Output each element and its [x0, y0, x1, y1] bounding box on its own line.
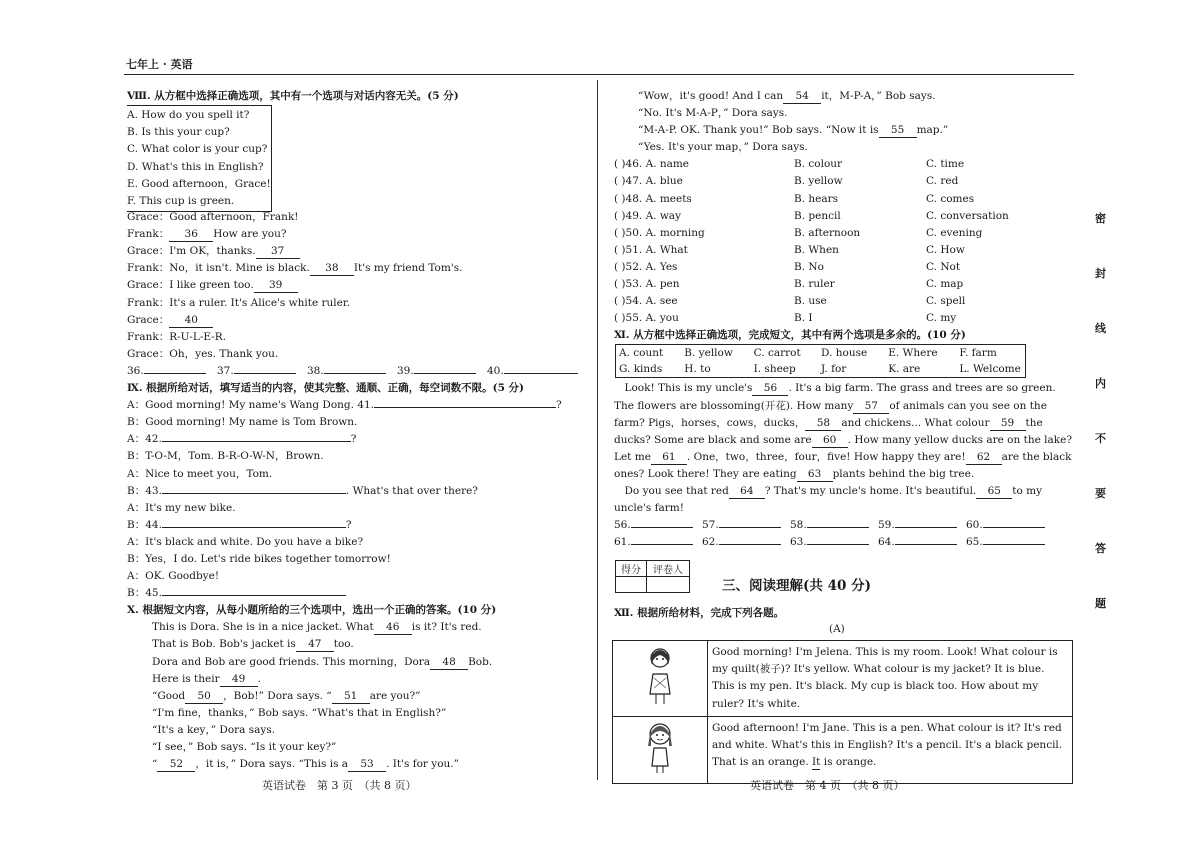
answer-blank[interactable]: 56 [752, 382, 788, 396]
passage-text: . [257, 672, 261, 685]
answer-number: 57. [702, 519, 719, 532]
left-column [127, 88, 567, 773]
answer-blank[interactable]: 55 [879, 124, 917, 138]
score-label: 得分 [616, 561, 647, 577]
dialogue-text: ? [350, 433, 357, 446]
dialogue-line [127, 346, 567, 363]
passage-text: uncle's farm! [614, 502, 684, 515]
passage-text: ，it is，” Dora says. “This is a [195, 758, 349, 771]
choice-a: ( )48. A. meets [614, 192, 692, 205]
answer-row [614, 517, 1074, 534]
choice-row [614, 293, 1074, 310]
passage-text: is it? It's red. [411, 621, 482, 634]
passage-text: ? That's my uncle's home. It's beautiful. [764, 484, 977, 497]
passage-line [152, 739, 567, 756]
answer-blank[interactable]: 50 [185, 690, 223, 704]
passage-text: . It's for you.” [386, 758, 460, 771]
answer-number: 36. [127, 364, 144, 377]
dialogue-line [127, 483, 567, 500]
passage-text: Let me [614, 450, 651, 463]
answer-blank[interactable]: 60 [812, 434, 848, 448]
choice-c: C. How [926, 243, 965, 256]
section-12-title: Ⅻ. 根据所给材料，完成下列各题。 [614, 607, 785, 619]
answer-blank[interactable]: 51 [332, 690, 370, 704]
dialogue-line [127, 500, 567, 517]
passage-line [152, 756, 567, 773]
binding-note-char: 要 [1095, 487, 1106, 500]
answer-slot [878, 517, 966, 534]
dialogue-text: Frank： [127, 228, 170, 241]
dialogue-line [127, 277, 567, 294]
answer-blank[interactable]: 62 [966, 451, 1002, 465]
section-9-title: Ⅸ. 根据所给对话，填写适当的内容，使其完整、通顺、正确，每空词数不限。(5 分) [127, 382, 525, 395]
choice-row [614, 225, 1074, 242]
dialogue-text: . What's that over there? [345, 484, 478, 497]
dialogue-text: A：It's black and white. Do you have a bike? [127, 535, 364, 548]
choice-row [614, 276, 1074, 293]
choice-c: C. evening [926, 226, 983, 239]
answer-blank[interactable]: 64 [729, 485, 765, 499]
choice-c: C. my [926, 312, 957, 325]
answer-blank[interactable]: 54 [783, 90, 821, 104]
choice-a: ( )49. A. way [614, 209, 682, 222]
passage-line [614, 466, 1074, 483]
dialogue-text: B：Good morning! My name is Tom Brown. [127, 416, 358, 429]
answer-row [614, 534, 1074, 551]
binding-note-char: 线 [1095, 322, 1106, 335]
dialogue-text: A：Nice to meet you，Tom. [127, 467, 273, 480]
choice-a: ( )51. A. What [614, 243, 688, 256]
answer-blank[interactable]: 57 [853, 400, 889, 414]
choice-b: B. No [794, 260, 824, 273]
word-option: G. kinds [619, 363, 663, 376]
answer-line[interactable] [983, 544, 1045, 545]
option-item: B. Is this your cup? [127, 126, 230, 139]
passage-text: “Good [152, 689, 186, 702]
passage-text: “No. It's M-A-P，” Dora says. [638, 107, 788, 120]
dialogue-text: B：44. [127, 518, 162, 531]
passage-text: Look! This is my uncle's [614, 382, 753, 395]
section-10-title: Ⅹ. 根据短文内容，从每小题所给的三个选项中，选出一个正确的答案。(10 分) [127, 604, 497, 617]
passage-a-text-2-end: is orange. [820, 756, 877, 769]
dialogue-line [127, 243, 567, 260]
passage-line [152, 722, 567, 739]
answer-line[interactable] [719, 527, 781, 528]
answer-number: 40. [487, 364, 504, 377]
passage-text: are the black [1001, 450, 1072, 463]
passage-line [614, 500, 1074, 517]
word-option: F. farm [959, 347, 997, 360]
answer-number: 39. [397, 364, 414, 377]
passage-text: “It's a key，” Dora says. [152, 723, 276, 736]
passage-text: ducks? Some are black and some are [614, 433, 812, 446]
girl-2-image [641, 720, 679, 774]
answer-number: 60. [966, 519, 983, 532]
answer-blank[interactable]: 46 [374, 621, 412, 635]
passage-text: That is Bob. Bob's jacket is [152, 638, 296, 651]
word-option: B. yellow [684, 347, 733, 360]
answer-slot [966, 534, 1054, 551]
answer-slot [217, 363, 307, 380]
answer-blank[interactable]: 53 [348, 758, 386, 772]
answer-slot [702, 517, 790, 534]
passage-text: Bob. [468, 655, 493, 668]
passage-text: it，M-P-A，” Bob says. [821, 90, 936, 102]
dialogue-text: B：T-O-M，Tom. B-R-O-W-N，Brown. [127, 450, 324, 463]
dialogue-text: Frank：It's a ruler. It's Alice's white ruler. [127, 296, 351, 309]
choice-b: B. afternoon [794, 226, 861, 239]
answer-line[interactable] [162, 441, 351, 442]
dialogue-line [127, 260, 567, 277]
answer-number: 37. [217, 364, 234, 377]
word-option: K. are [888, 363, 921, 376]
dialogue-line [127, 397, 567, 414]
score-cell[interactable] [616, 577, 647, 593]
passage-text: This is Dora. She is in a nice jacket. What [152, 621, 374, 634]
choice-a: ( )52. A. Yes [614, 260, 678, 273]
passage-line [614, 398, 1074, 415]
passage-line [152, 705, 567, 722]
word-option: A. count [619, 347, 664, 360]
choice-c: C. time [926, 158, 965, 171]
answer-line[interactable] [162, 493, 346, 494]
answer-number: 61. [614, 536, 631, 549]
passage-text: plants behind the big tree. [832, 467, 975, 480]
answer-blank[interactable]: 37 [256, 245, 300, 259]
answer-slot [702, 534, 790, 551]
choice-b: B. pencil [794, 209, 841, 222]
dialogue-line [127, 551, 567, 568]
choice-b: B. hears [794, 192, 839, 205]
binding-note-char: 封 [1095, 267, 1106, 280]
answer-slot [878, 534, 966, 551]
grader-cell[interactable] [647, 577, 690, 593]
choice-a: ( )46. A. name [614, 158, 690, 171]
passage-text: Dora and Bob are good friends. This morning，Dora [152, 655, 431, 668]
option-item: F. This cup is green. [127, 195, 235, 208]
choice-c: C. map [926, 278, 964, 291]
choice-a: ( )55. A. you [614, 312, 679, 325]
choice-row [614, 156, 1074, 173]
page-footer-right: 英语试卷 第 4 页 （共 8 页） [750, 779, 905, 792]
passage-text: Here is their [152, 672, 220, 685]
dialogue-text: Grace：I'm OK，thanks. [127, 245, 256, 258]
girl-2-illustration [613, 716, 708, 783]
dialogue-text: ? [556, 399, 562, 412]
passage-line [614, 432, 1074, 449]
word-option: I. sheep [753, 363, 796, 376]
dialogue-line [127, 585, 567, 602]
answer-slot [307, 363, 397, 380]
word-option: L. Welcome [959, 363, 1021, 376]
answer-blank[interactable]: 65 [976, 485, 1012, 499]
answer-line[interactable] [234, 373, 296, 374]
dialogue-text: Frank：No，it isn't. Mine is black. [127, 262, 310, 275]
answer-line[interactable] [807, 527, 869, 528]
dialogue-text: A：It's my new bike. [127, 501, 236, 514]
answer-line[interactable] [807, 544, 869, 545]
binding-note-char: 不 [1095, 432, 1106, 445]
passage-line [638, 122, 1074, 139]
answer-slot [614, 534, 702, 551]
passage-line [152, 619, 567, 636]
page-header: 七年上 · 英语 [126, 58, 193, 71]
binding-note-char: 题 [1095, 597, 1106, 610]
passage-text: and chickens... What colour [841, 416, 990, 429]
passage-text: map.” [916, 124, 949, 137]
word-option: C. carrot [753, 347, 801, 360]
choice-b: B. yellow [794, 175, 843, 188]
answer-line[interactable] [324, 373, 386, 374]
answer-slot [614, 517, 702, 534]
choice-b: B. I [794, 312, 813, 325]
dialogue-line [127, 517, 567, 534]
passage-text: of animals can you see on the [889, 399, 1047, 412]
word-option: D. house [821, 347, 868, 360]
answer-blank[interactable]: 63 [797, 468, 833, 482]
dialogue-line [127, 431, 567, 448]
passage-text: “Yes. It's your map，” Dora says. [638, 141, 808, 154]
answer-number: 56. [614, 519, 631, 532]
passage-text: the [1025, 416, 1043, 429]
choice-row [614, 191, 1074, 208]
passage-text: The flowers are blossoming(开花). How many [614, 399, 854, 412]
dialogue-text: A：OK. Goodbye! [127, 570, 220, 583]
answer-number: 59. [878, 519, 895, 532]
answer-number: 64. [878, 536, 895, 549]
answer-blank[interactable]: 48 [430, 656, 468, 670]
answer-number: 63. [790, 536, 807, 549]
choice-row [614, 310, 1074, 327]
answer-slot [487, 363, 577, 380]
passage-line [152, 636, 567, 653]
part-3-title: 三、阅读理解(共 40 分) [722, 578, 871, 594]
girl-1-illustration [613, 641, 708, 717]
answer-blank[interactable]: 52 [157, 758, 195, 772]
dialogue-line [127, 568, 567, 585]
answer-line[interactable] [162, 595, 346, 596]
passage-text: ones? Look there! They are eating [614, 467, 797, 480]
passage-text: “Wow，it's good! And I can [638, 90, 784, 102]
passage-text: farm? Pigs，horses，cows，ducks， [614, 416, 806, 429]
binding-note-char: 密 [1095, 212, 1106, 225]
answer-slot [127, 363, 217, 380]
answer-blank[interactable]: 47 [296, 638, 334, 652]
passage-line [152, 654, 567, 671]
choice-b: B. use [794, 295, 827, 308]
answer-blank[interactable]: 58 [805, 417, 841, 431]
passage-line [614, 415, 1074, 432]
dialogue-text: Grace：Oh，yes. Thank you. [127, 347, 279, 360]
answer-number: 62. [702, 536, 719, 549]
passage-text: are you?” [369, 689, 421, 702]
header-rule [124, 74, 1074, 75]
answer-blank[interactable]: 38 [310, 262, 354, 276]
word-option: E. Where [888, 347, 938, 360]
choice-b: B. ruler [794, 278, 835, 291]
choice-c: C. conversation [926, 209, 1009, 222]
answer-line[interactable] [162, 527, 346, 528]
dialogue-line [127, 312, 567, 329]
dialogue-text: B：Yes，I do. Let's ride bikes together tomorrow! [127, 552, 391, 565]
answer-line[interactable] [895, 544, 957, 545]
right-column [614, 88, 1074, 551]
option-item: A. How do you spell it? [127, 109, 250, 122]
dialogue-text: B：45. [127, 587, 162, 600]
dialogue-text: It's my friend Tom's. [353, 262, 463, 275]
passage-line [638, 105, 1074, 122]
answer-slot [966, 517, 1054, 534]
answer-slot [790, 517, 878, 534]
passage-text: . It's a big farm. The grass and trees are so green. [788, 382, 1056, 395]
option-item: E. Good afternoon，Grace! [127, 177, 271, 190]
reading-table [612, 640, 1073, 784]
dialogue-line [127, 329, 567, 346]
score-table [615, 560, 690, 593]
answer-line[interactable] [414, 373, 476, 374]
choice-a: ( )54. A. see [614, 295, 678, 308]
choice-a: ( )50. A. morning [614, 226, 705, 239]
section-8-title: Ⅷ. 从方框中选择正确选项，其中有一个选项与对话内容无关。(5 分) [127, 90, 459, 102]
passage-line [152, 688, 567, 705]
passage-text: to my [1012, 484, 1043, 497]
answer-blank[interactable]: 61 [651, 451, 687, 465]
answer-blank[interactable]: 59 [990, 417, 1026, 431]
word-option: H. to [684, 363, 711, 376]
column-divider [597, 80, 598, 780]
passage-a-text-1: Good morning! I'm Jelena. This is my room. Look! What colour is my quilt(被子)? It's yellow. What colour is my jacket? It is blue. This is my pen. It's black. My cup is black too. How about my ruler? It's white. [708, 641, 1073, 717]
passage-line [638, 139, 1074, 156]
passage-text: “M-A-P. OK. Thank you!” Bob says. “Now it is [638, 124, 879, 137]
dialogue-line [127, 534, 567, 551]
answer-line[interactable] [631, 544, 693, 545]
passage-text: . How many yellow ducks are on the lake? [847, 433, 1072, 446]
passage-text: ，Bob!” Dora says. “ [223, 689, 332, 702]
choice-row [614, 259, 1074, 276]
dialogue-line [127, 226, 567, 243]
choice-a: ( )53. A. pen [614, 278, 680, 291]
dialogue-text: Grace：I like green too. [127, 279, 254, 292]
dialogue-line [127, 466, 567, 483]
passage-line [614, 380, 1074, 397]
passage-a-text-2-main: Good afternoon! I'm Jane. This is a pen. What colour is it? It's red and white. What's this in English? It's a pencil. It's a black pencil. That is an orange. [712, 721, 1063, 769]
passage-line [614, 483, 1074, 500]
dialogue-line [127, 414, 567, 431]
answer-blank[interactable]: 49 [220, 673, 258, 687]
passage-a-label: (A) [829, 623, 845, 635]
answer-line[interactable] [504, 373, 578, 374]
passage-text: “I see，” Bob says. “Is it your key?” [152, 741, 337, 753]
dialogue-text: How are you? [213, 228, 287, 241]
section-11-title: Ⅺ. 从方框中选择正确选项，完成短文，其中有两个选项是多余的。(10 分) [614, 329, 966, 342]
answer-line[interactable] [631, 527, 693, 528]
choice-c: C. comes [926, 192, 975, 205]
dialogue-text: Grace： [127, 313, 170, 326]
answer-line[interactable] [719, 544, 781, 545]
passage-text: “I'm fine，thanks，” Bob says. “What's that in English?” [152, 706, 447, 719]
dialogue-text: A：Good morning! My name's Wang Dong. 41. [127, 399, 375, 412]
answer-slot [397, 363, 487, 380]
dialogue-text: Frank：R-U-L-E-R. [127, 330, 227, 343]
passage-a-text-2 [708, 716, 1073, 783]
passage-line [638, 88, 1074, 105]
dialogue-text: Grace：Good afternoon，Frank! [127, 211, 299, 224]
answer-line[interactable] [374, 407, 556, 408]
option-item: C. What color is your cup? [127, 143, 268, 156]
answer-slot [790, 534, 878, 551]
page-footer-left: 英语试卷 第 3 页 （共 8 页） [262, 779, 417, 792]
binding-note-char: 内 [1095, 377, 1106, 390]
answer-line[interactable] [895, 527, 957, 528]
choice-row [614, 242, 1074, 259]
dialogue-text: A：42. [127, 433, 162, 446]
word-option: J. for [821, 363, 847, 376]
answer-line[interactable] [983, 527, 1045, 528]
passage-text: “ [152, 758, 158, 771]
section-8-option-box [127, 105, 567, 209]
dialogue-line [127, 295, 567, 312]
passage-a-text-2-underlined: It [812, 756, 821, 769]
passage-text: . One，two，three，four，five! How happy they are! [686, 450, 966, 463]
passage-line [614, 449, 1074, 466]
choice-c: C. red [926, 175, 959, 188]
choice-row [614, 173, 1074, 190]
answer-blank[interactable]: 39 [254, 279, 298, 293]
answer-line[interactable] [144, 373, 206, 374]
dialogue-line [127, 448, 567, 465]
answer-blank[interactable]: 40 [169, 314, 213, 328]
choice-b: B. colour [794, 158, 843, 171]
answer-blank[interactable]: 36 [169, 228, 213, 242]
answer-number: 38. [307, 364, 324, 377]
girl-1-image [641, 644, 679, 706]
passage-line [152, 671, 567, 688]
passage-text: Do you see that red [614, 484, 729, 497]
choice-c: C. Not [926, 260, 961, 273]
word-bank-box [615, 344, 1026, 378]
grader-label: 评卷人 [647, 561, 690, 577]
binding-note-char: 答 [1095, 542, 1106, 555]
dialogue-text: ? [345, 518, 352, 531]
choice-a: ( )47. A. blue [614, 175, 683, 188]
choice-row [614, 208, 1074, 225]
choice-b: B. When [794, 243, 839, 256]
dialogue-text: B：43. [127, 484, 162, 497]
answer-number: 65. [966, 536, 983, 549]
answer-number: 58. [790, 519, 807, 532]
passage-text: too. [333, 638, 354, 651]
option-item: D. What's this in English? [127, 160, 264, 173]
choice-c: C. spell [926, 295, 966, 308]
